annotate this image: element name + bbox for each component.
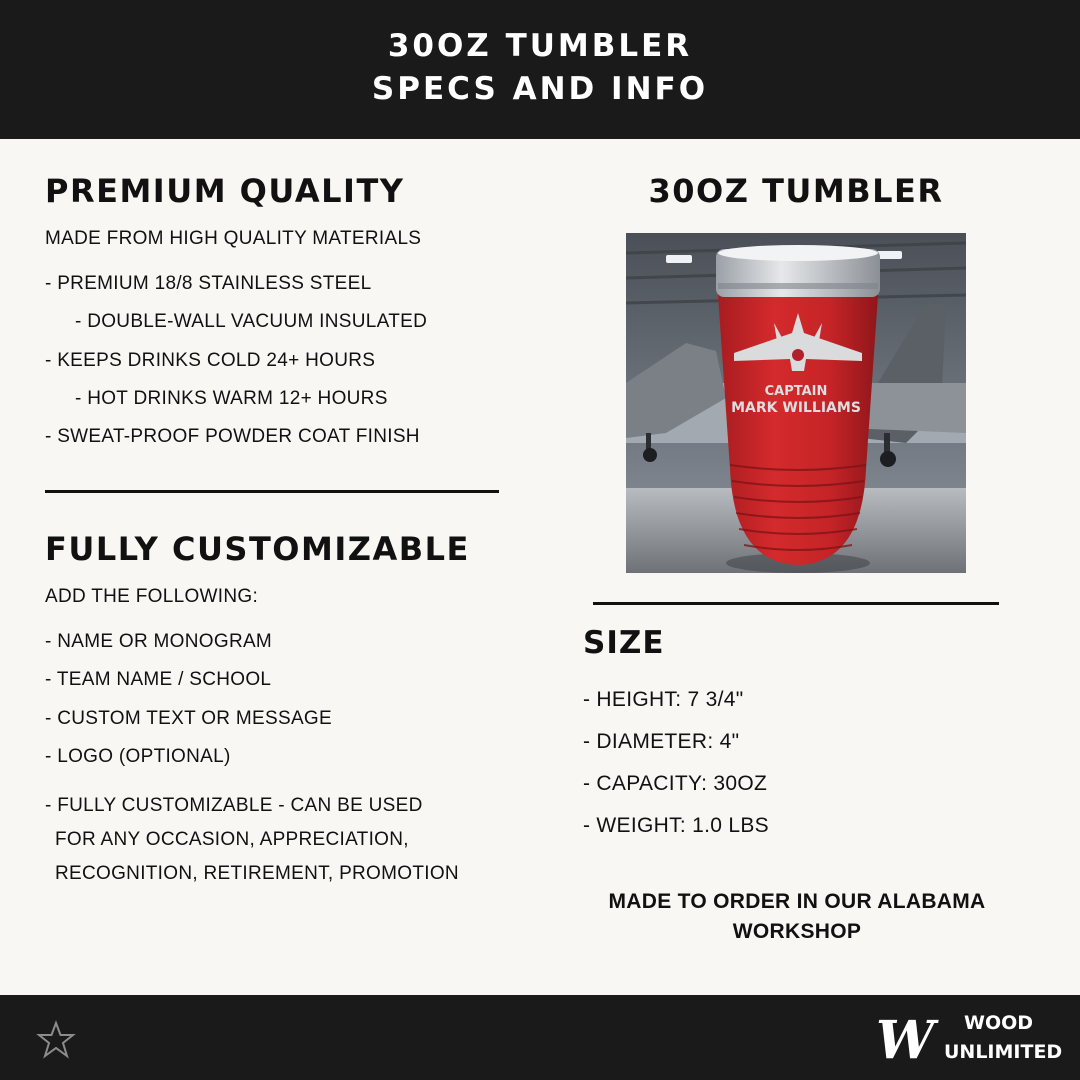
customizable-note-line: FOR ANY OCCASION, APPRECIATION, [55,829,409,850]
customizable-item: - LOGO (OPTIONAL) [45,746,231,767]
product-heading: 30OZ TUMBLER [648,172,944,210]
star-outline-icon [36,1020,76,1065]
customizable-subtitle: ADD THE FOLLOWING: [45,586,259,607]
customizable-item: - TEAM NAME / SCHOOL [45,669,272,690]
premium-item: - KEEPS DRINKS COLD 24+ HOURS [45,350,376,371]
customizable-heading: FULLY CUSTOMIZABLE [45,530,470,568]
logo-word-unlimited: UNLIMITED [944,1041,1063,1063]
premium-item: - HOT DRINKS WARM 12+ HOURS [75,388,388,409]
size-heading: SIZE [583,625,665,661]
premium-item: - SWEAT-PROOF POWDER COAT FINISH [45,426,420,447]
customizable-item: - CUSTOM TEXT OR MESSAGE [45,708,332,729]
size-item: - HEIGHT: 7 3/4" [583,688,744,711]
customizable-item: - NAME OR MONOGRAM [45,631,273,652]
size-item: - CAPACITY: 30OZ [583,772,768,795]
made-to-order-line1: MADE TO ORDER IN OUR ALABAMA [608,890,986,913]
header-title-line2: SPECS AND INFO [371,71,709,107]
brand-logo [876,1010,1063,1071]
divider-left [45,490,499,493]
engraving-line2: MARK WILLIAMS [731,400,861,416]
engraving-line1: CAPTAIN [764,384,828,399]
header-banner [0,0,1080,139]
header-title-line1: 30OZ TUMBLER [387,28,693,64]
premium-item: - DOUBLE-WALL VACUUM INSULATED [75,311,428,332]
logo-mark: W [876,1010,935,1071]
size-item: - DIAMETER: 4" [583,730,740,753]
premium-quality-heading: PREMIUM QUALITY [45,172,405,210]
size-item: - WEIGHT: 1.0 LBS [583,814,769,837]
product-photo [626,233,966,573]
logo-word-wood: WOOD [964,1012,1034,1034]
premium-subtitle: MADE FROM HIGH QUALITY MATERIALS [45,228,422,249]
made-to-order-line2: WORKSHOP [732,920,862,943]
customizable-note-line: - FULLY CUSTOMIZABLE - CAN BE USED [45,795,423,816]
divider-right [593,602,999,605]
premium-item: - PREMIUM 18/8 STAINLESS STEEL [45,273,372,294]
customizable-note-line: RECOGNITION, RETIREMENT, PROMOTION [55,863,459,884]
